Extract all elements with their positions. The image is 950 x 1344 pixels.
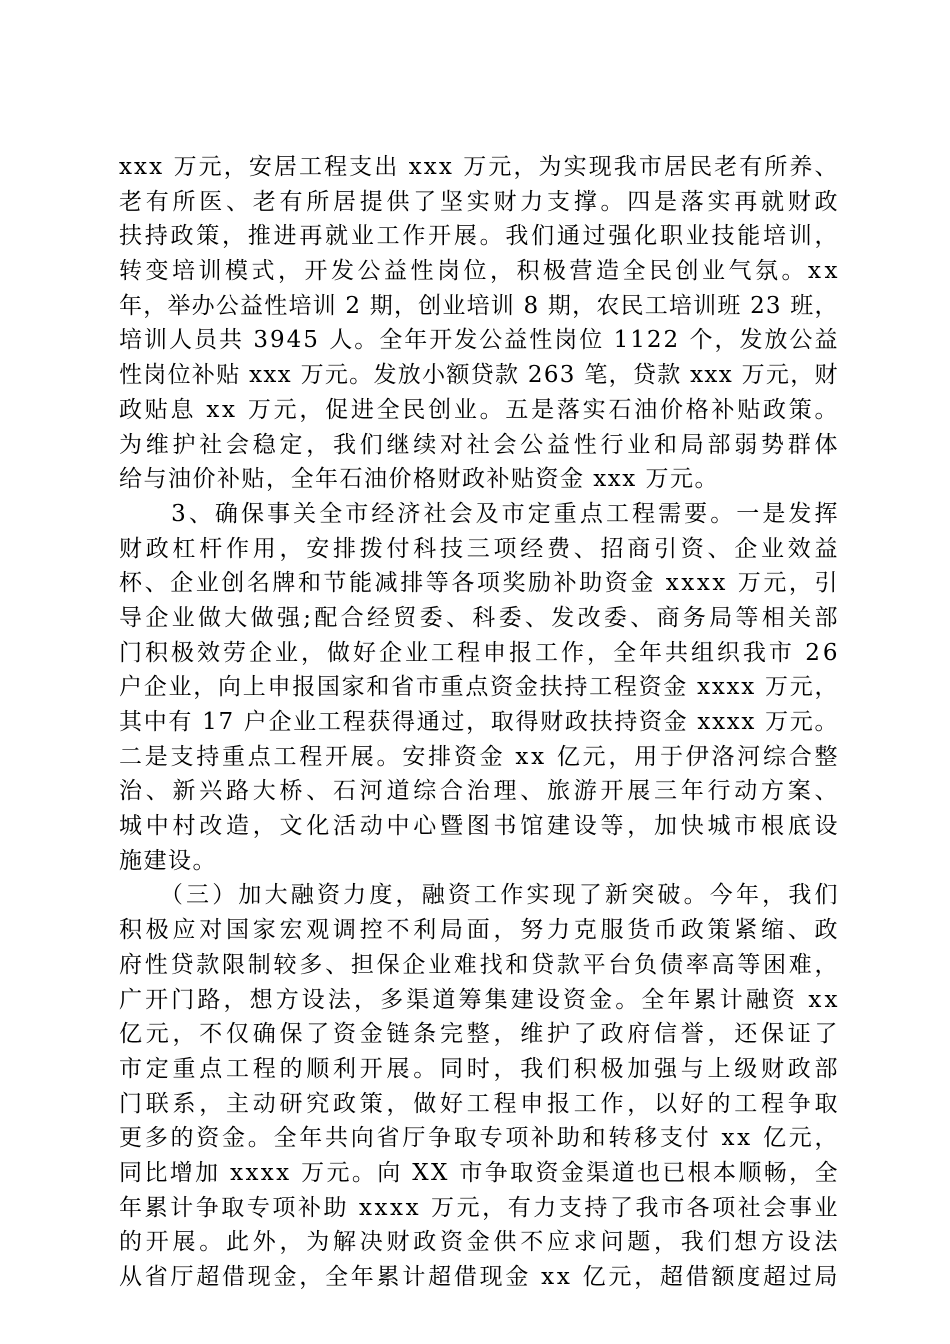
text-line: 门积极效劳企业，做好企业工程申报工作，全年共组织我市 26 [119, 639, 841, 666]
text-line: 杯、企业创名牌和节能减排等各项奖励补助资金 xxxx 万元，引 [119, 570, 841, 597]
text-line: 老有所医、老有所居提供了坚实财力支撑。四是落实再就财政 [119, 188, 842, 215]
text-line: 3、确保事关全市经济社会及市定重点工程需要。一是发挥 [119, 500, 841, 527]
text-line: 为维护社会稳定，我们继续对社会公益性行业和局部弱势群体 [119, 431, 842, 458]
text-line: 广开门路，想方设法，多渠道筹集建设资金。全年累计融资 xx [119, 986, 841, 1013]
text-line: 城中村改造，文化活动中心暨图书馆建设等，加快城市根底设 [119, 813, 842, 840]
text-line: xxx 万元，安居工程支出 xxx 万元，为实现我市居民老有所养、 [119, 154, 840, 180]
text-line: 的开展。此外，为解决财政资金供不应求问题，我们想方设法 [119, 1229, 842, 1256]
text-line: 更多的资金。全年共向省厅争取专项补助和转移支付 xx 亿元， [119, 1125, 841, 1152]
text-line: 给与油价补贴，全年石油价格财政补贴资金 xxx 万元。 [119, 466, 720, 493]
text-line: 治、新兴路大桥、石河道综合治理、旅游开展三年行动方案、 [119, 778, 842, 805]
text-line: 年，举办公益性培训 2 期，创业培训 8 期，农民工培训班 23 班， [119, 292, 839, 319]
text-line: 培训人员共 3945 人。全年开发公益性岗位 1122 个，发放公益 [119, 327, 840, 354]
text-line: 转变培训模式，开发公益性岗位，积极营造全民创业气氛。xx [119, 258, 841, 285]
text-line: 导企业做大做强;配合经贸委、科委、发改委、商务局等相关部 [119, 604, 841, 631]
text-line: 户企业，向上申报国家和省市重点资金扶持工程资金 xxxx 万元， [119, 674, 840, 701]
text-line: 市定重点工程的顺利开展。同时，我们积极加强与上级财政部 [119, 1055, 842, 1082]
text-line: 其中有 17 户企业工程获得通过，取得财政扶持资金 xxxx 万元。 [119, 709, 840, 735]
document-body [119, 150, 842, 1295]
text-line: 财政杠杆作用，安排拨付科技三项经费、招商引资、企业效益 [119, 535, 842, 562]
text-line: 施建设。 [119, 847, 217, 874]
text-line: 府性贷款限制较多、担保企业难找和贷款平台负债率高等困难， [119, 951, 841, 978]
text-line: 从省厅超借现金，全年累计超借现金 xx 亿元，超借额度超过局 [119, 1264, 841, 1290]
text-line: 政贴息 xx 万元，促进全民创业。五是落实石油价格补贴政策。 [119, 396, 841, 423]
text-line: 二是支持重点工程开展。安排资金 xx 亿元，用于伊洛河综合整 [119, 743, 841, 770]
text-line: 积极应对国家宏观调控不利局面，努力克服货币政策紧缩、政 [119, 917, 842, 944]
text-line: 亿元，不仅确保了资金链条完整，维护了政府信誉，还保证了 [119, 1021, 842, 1048]
text-line: （三）加大融资力度，融资工作实现了新突破。今年，我们 [119, 882, 841, 909]
text-line: 扶持政策，推进再就业工作开展。我们通过强化职业技能培训， [119, 223, 841, 250]
text-line: 同比增加 xxxx 万元。向 XX 市争取资金渠道也已根本顺畅，全 [119, 1159, 840, 1186]
text-line: 年累计争取专项补助 xxxx 万元，有力支持了我市各项社会事业 [119, 1194, 841, 1221]
text-line: 门联系，主动研究政策，做好工程申报工作，以好的工程争取 [119, 1090, 842, 1117]
text-line: 性岗位补贴 xxx 万元。发放小额贷款 263 笔，贷款 xxx 万元，财 [119, 362, 839, 389]
